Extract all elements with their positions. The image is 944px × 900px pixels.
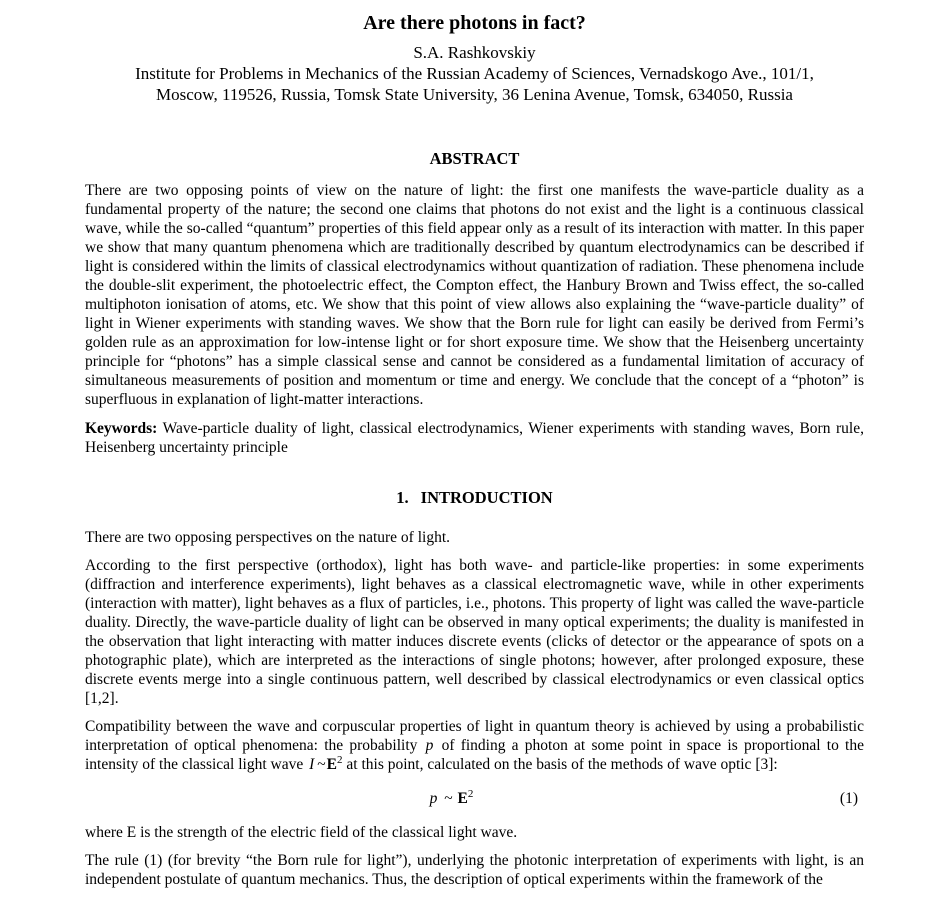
equation-superscript-2: 2 bbox=[467, 787, 474, 800]
intro-paragraph-5: The rule (1) (for brevity “the Born rule for light”), underlying the photonic interpretation of experiments with light, is an independent postulate of quantum mechanics. Thus, the description of optical experiments within the framework of the bbox=[85, 852, 864, 888]
equation-1 bbox=[85, 788, 864, 810]
intro-p3-segment-1: Compatibility between the wave and corpuscular properties of light in quantum theory is achieved by using a probabilistic interpretation of optical phenomena: the probability bbox=[85, 718, 864, 754]
keywords-paragraph bbox=[85, 419, 864, 457]
intro-p3-segment-3: at this point, calculated on the basis of the methods of wave optic [3]: bbox=[346, 756, 778, 773]
equation-var-E: E bbox=[457, 790, 468, 807]
intro-paragraph-3 bbox=[85, 717, 864, 774]
section-title: INTRODUCTION bbox=[420, 488, 553, 507]
math-var-I: I bbox=[309, 756, 315, 773]
abstract-heading: ABSTRACT bbox=[429, 149, 520, 168]
math-superscript-2: 2 bbox=[337, 753, 343, 766]
keywords-text: Wave-particle duality of light, classical electrodynamics, Wiener experiments with standing waves, Born rule, Heisenberg uncertainty principle bbox=[85, 420, 864, 456]
intro-paragraph-4: where E is the strength of the electric field of the classical light wave. bbox=[85, 824, 518, 841]
equation-number: (1) bbox=[839, 790, 858, 807]
section-heading-introduction bbox=[85, 488, 864, 508]
equation-formula bbox=[428, 788, 474, 810]
affiliation bbox=[85, 63, 864, 105]
paper-title: Are there photons in fact? bbox=[363, 12, 586, 34]
math-tilde: ~ bbox=[317, 756, 326, 773]
intro-paragraph-1: There are two opposing perspectives on the nature of light. bbox=[85, 529, 450, 546]
intro-paragraph-2: According to the first perspective (orthodox), light has both wave- and particle-like properties: in some experiments (diffraction and interference experiments), light behaves as a classical electromagnetic wave, while in other experiments (interaction with matter), light behaves as a flux of particles, i.e., photons. This property of light was called the wave-particle duality. Directly, the wave-particle duality of light can be observed in many optical experiments; the duality is manifested in the observation that light interacting with matter induces discrete events (clicks of detector or the appearance of spots on a photographic plate), which are interpreted as the interactions of single photons; however, after prolonged exposure, these discrete events merge into a single continuous pattern, well described by classical electrodynamics or even classical optics [1,2]. bbox=[85, 557, 864, 707]
affiliation-line-2: Moscow, 119526, Russia, Tomsk State University, 36 Lenina Avenue, Tomsk, 634050, Russia bbox=[156, 85, 793, 104]
abstract-paragraph: There are two opposing points of view on the nature of light: the first one manifests the wave-particle duality as a fundamental property of the nature; the second one claims that photons do not exist and the light is a continuous classical wave, while the so-called “quantum” properties of this field appear only as a result of its interaction with matter. In this paper we show that many quantum phenomena which are traditionally described by quantum electrodynamics can be described if light is considered within the limits of classical electrodynamics without quantization of radiation. These phenomena include the double-slit experiment, the photoelectric effect, the Compton effect, the Hanbury Brown and Twiss effect, the so-called multiphoton ionisation of atoms, etc. We show that this point of view allows also explaining the “wave-particle duality” of light in Wiener experiments with standing waves. We show that the Born rule for light can easily be derived from Fermi’s golden rule as an approximation for low-intense light or for short exposure time. We show that the Heisenberg uncertainty principle for “photons” has a simple classical sense and cannot be considered as a fundamental limitation of accuracy of simultaneous measurements of position and momentum or time and energy. We conclude that the concept of a “photon” is superfluous in explanation of light-matter interactions. bbox=[85, 182, 864, 408]
equation-var-p: p bbox=[429, 790, 438, 807]
math-var-E: E bbox=[326, 756, 338, 773]
math-var-p: p bbox=[425, 737, 434, 754]
author-name: S.A. Rashkovskiy bbox=[413, 43, 536, 62]
intro-p3-segment-2: of finding a photon at some point in space is proportional to the intensity of the classical light wave bbox=[85, 737, 864, 773]
section-number: 1. bbox=[396, 488, 409, 507]
affiliation-line-1: Institute for Problems in Mechanics of the Russian Academy of Sciences, Vernadskogo Ave., 101/1, bbox=[135, 64, 814, 83]
keywords-label: Keywords: bbox=[85, 420, 158, 437]
equation-tilde: ~ bbox=[444, 790, 453, 807]
